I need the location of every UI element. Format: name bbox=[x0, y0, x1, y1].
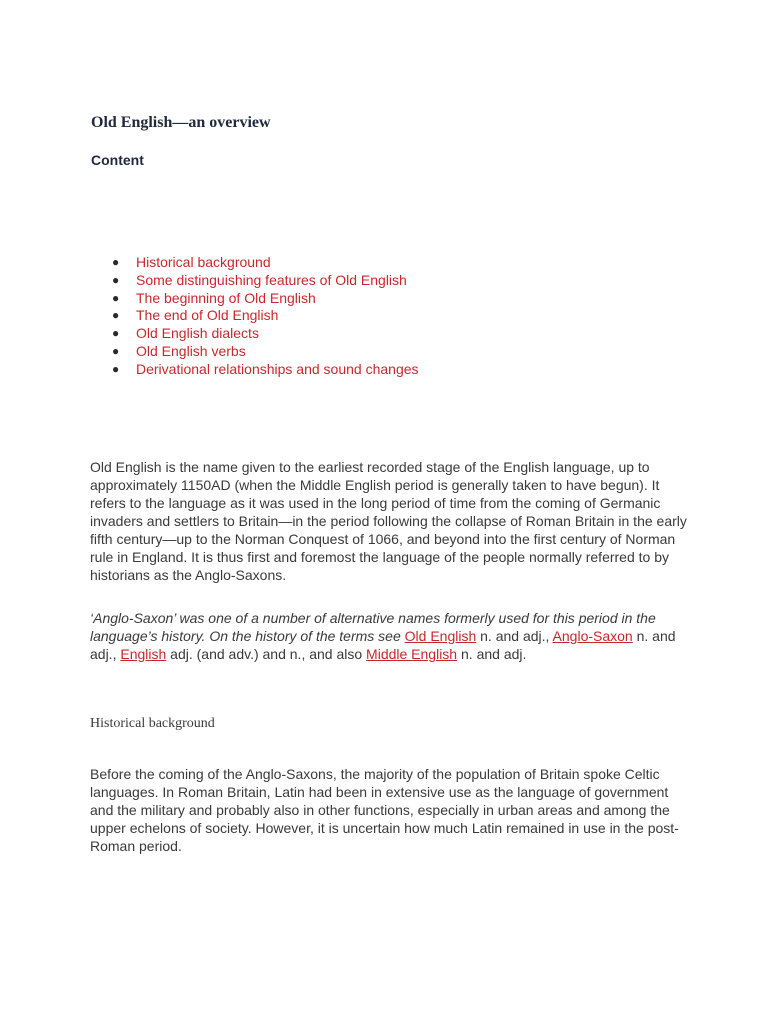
bullet-icon: ● bbox=[112, 343, 120, 358]
toc-link-end[interactable]: The end of Old English bbox=[136, 307, 279, 324]
historical-background-heading: Historical background bbox=[90, 716, 215, 731]
terminology-note bbox=[90, 609, 690, 663]
link-middle-english[interactable]: Middle English bbox=[366, 646, 458, 662]
link-anglo-saxon[interactable]: Anglo-Saxon bbox=[552, 628, 633, 644]
toc-link-verbs[interactable]: Old English verbs bbox=[136, 342, 246, 359]
bullet-icon: ● bbox=[112, 361, 120, 376]
toc-item bbox=[112, 361, 419, 379]
bullet-icon: ● bbox=[112, 290, 120, 305]
bullet-icon: ● bbox=[112, 255, 120, 269]
toc-item bbox=[112, 343, 419, 361]
note-text: n. and adj., bbox=[90, 628, 676, 662]
toc-link-derivational[interactable]: Derivational relationships and sound changes bbox=[136, 360, 419, 377]
note-text: n. and adj., bbox=[476, 628, 553, 644]
toc-item bbox=[112, 307, 419, 325]
link-english[interactable]: English bbox=[120, 646, 167, 662]
note-text: adj. (and adv.) and n., and also bbox=[166, 646, 367, 662]
page-title: Old English—an overview bbox=[91, 114, 271, 131]
table-of-contents bbox=[112, 254, 419, 379]
bullet-icon: ● bbox=[112, 272, 120, 287]
link-old-english[interactable]: Old English bbox=[404, 628, 477, 644]
intro-paragraph: Old English is the name given to the earliest recorded stage of the English language, up to approximately 1150AD (when the Middle English period is generally taken to have begun). It refers to the language as it was used in the long period of time from the coming of Germanic invaders and settlers to Britain—in the period following the collapse of Roman Britain in the early fifth century—up to the Norman Conquest of 1066, and beyond into the first century of Norman rule in England. It is thus first and foremost the language of the people normally referred to by historians as the Anglo-Saxons. bbox=[90, 459, 687, 583]
content-heading: Content bbox=[91, 152, 144, 168]
note-text: n. and adj. bbox=[457, 646, 527, 662]
toc-link-distinguishing-features[interactable]: Some distinguishing features of Old English bbox=[136, 271, 407, 288]
bullet-icon: ● bbox=[112, 308, 120, 323]
toc-link-beginning[interactable]: The beginning of Old English bbox=[136, 289, 316, 306]
toc-link-dialects[interactable]: Old English dialects bbox=[136, 325, 259, 342]
bullet-icon: ● bbox=[112, 326, 120, 341]
toc-item bbox=[112, 325, 419, 343]
toc-item bbox=[112, 272, 419, 290]
historical-background-paragraph: Before the coming of the Anglo-Saxons, the majority of the population of Britain spoke Celtic languages. In Roman Britain, Latin had been in extensive use as the language of government and the military and probably also in other functions, especially in urban areas and among the upper echelons of society. However, it is uncertain how much Latin remained in use in the post-Roman period. bbox=[90, 766, 679, 854]
toc-item bbox=[112, 254, 419, 272]
note-text: ‘Anglo-Saxon’ was one of a number of alternative names formerly used for this period in the language’s history. On the history of the terms see bbox=[90, 610, 656, 644]
toc-item bbox=[112, 290, 419, 308]
toc-link-historical-background[interactable]: Historical background bbox=[136, 254, 271, 270]
